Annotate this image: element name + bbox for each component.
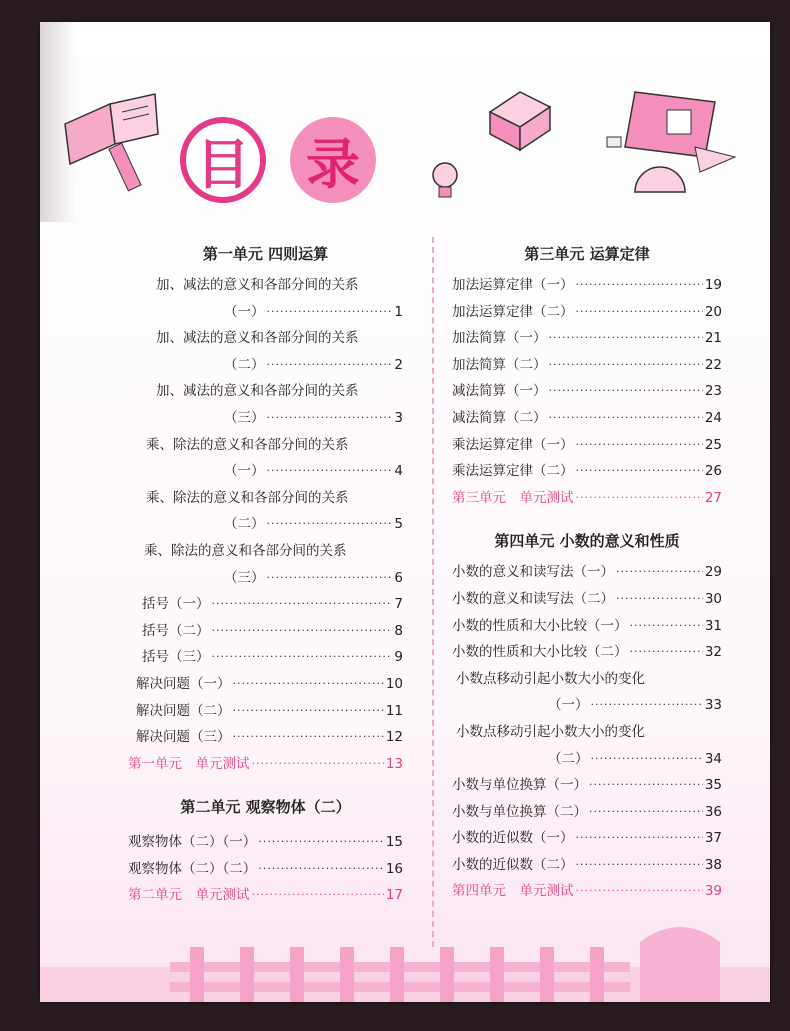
page-title — [180, 117, 420, 207]
toc-entry-wrapped[interactable]: 加、减法的意义和各部分间的关系 （一） ····· 1 — [128, 272, 403, 325]
leader-dots — [616, 586, 703, 613]
leader-dots — [549, 378, 703, 405]
toc-entry-wrapped[interactable]: 乘、除法的意义和各部分间的关系 （一） ····· 4 — [128, 432, 403, 485]
toc-entry[interactable]: 小数的近似数（一） ····· 37 — [452, 825, 722, 852]
title-char-mu: 目 — [180, 117, 266, 203]
toc-entry[interactable]: 解决问题（一） ····· 10 — [128, 671, 403, 698]
toc-entry[interactable]: 解决问题（三） ····· 12 — [128, 724, 403, 751]
toc-entry[interactable]: 小数与单位换算（二） ····· 36 — [452, 799, 722, 826]
unit-heading: 第四单元 小数的意义和性质 — [494, 532, 680, 551]
open-book-icon — [60, 84, 170, 194]
leader-dots — [212, 618, 392, 645]
toc-entry-unit-test[interactable]: 第一单元 单元测试 ····· 13 — [128, 751, 403, 778]
leader-dots — [591, 746, 703, 773]
toc-page — [40, 22, 770, 1002]
leader-dots — [267, 352, 392, 379]
toc-entry[interactable]: 加法简算（一） ····· 21 — [452, 325, 722, 352]
toc-entry-wrapped[interactable]: 小数点移动引起小数大小的变化 （一） ····· 33 — [452, 666, 722, 719]
unit-heading: 第二单元 观察物体（二） — [180, 798, 351, 817]
toc-entry[interactable]: 小数的近似数（二） ····· 38 — [452, 852, 722, 879]
toc-entry[interactable]: 乘法运算定律（二） ····· 26 — [452, 458, 722, 485]
leader-dots — [252, 882, 384, 909]
toc-entry-wrapped[interactable]: 加、减法的意义和各部分间的关系 （二） ····· 2 — [128, 325, 403, 378]
toc-entry-unit-test[interactable]: 第三单元 单元测试 ····· 27 — [452, 485, 722, 512]
toc-entry[interactable]: 加法运算定律（一） ····· 19 — [452, 272, 722, 299]
leader-dots — [267, 299, 392, 326]
toc-entry[interactable]: 减法简算（一） ····· 23 — [452, 378, 722, 405]
leader-dots — [549, 405, 703, 432]
toc-entry[interactable]: 小数与单位换算（一） ····· 35 — [452, 772, 722, 799]
cube-icon — [480, 82, 560, 152]
leader-dots — [576, 878, 703, 905]
right-column — [452, 242, 722, 905]
leader-dots — [589, 799, 703, 826]
leader-dots — [258, 829, 384, 856]
leader-dots — [267, 565, 392, 592]
toc-entry-wrapped[interactable]: 小数点移动引起小数大小的变化 （二） ····· 34 — [452, 719, 722, 772]
toc-entry[interactable]: 括号（二） ····· 8 — [128, 618, 403, 645]
leader-dots — [258, 856, 384, 883]
toc-entry-unit-test[interactable]: 第二单元 单元测试 ····· 17 — [128, 882, 403, 909]
toc-entry[interactable]: 括号（一） ····· 7 — [128, 591, 403, 618]
toc-entry[interactable]: 小数的意义和读写法（二） ····· 30 — [452, 586, 722, 613]
toc-entry[interactable]: 乘法运算定律（一） ····· 25 — [452, 432, 722, 459]
toc-entry[interactable]: 减法简算（二） ····· 24 — [452, 405, 722, 432]
leader-dots — [233, 724, 384, 751]
toc-entry-wrapped[interactable]: 加、减法的意义和各部分间的关系 （三） ····· 3 — [128, 378, 403, 431]
pencil-icon — [109, 143, 141, 191]
leader-dots — [576, 458, 703, 485]
leader-dots — [576, 272, 703, 299]
toc-entry[interactable]: 小数的意义和读写法（一） ····· 29 — [452, 559, 722, 586]
leader-dots — [630, 613, 703, 640]
toc-entry[interactable]: 观察物体（二）（二） ····· 16 — [128, 856, 403, 883]
toc-entry[interactable]: 观察物体（二）（一） ····· 15 — [128, 829, 403, 856]
toc-entry[interactable]: 括号（三） ····· 9 — [128, 644, 403, 671]
unit-heading: 第一单元 四则运算 — [202, 245, 329, 263]
notebook-icon — [605, 82, 745, 212]
leader-dots — [233, 671, 384, 698]
leader-dots — [630, 639, 703, 666]
toc-entry[interactable]: 解决问题（二） ····· 11 — [128, 698, 403, 725]
toc-entry-wrapped[interactable]: 乘、除法的意义和各部分间的关系 （二） ····· 5 — [128, 485, 403, 538]
protractor-icon — [695, 147, 735, 172]
leader-dots — [252, 751, 384, 778]
leader-dots — [267, 511, 392, 538]
leader-dots — [549, 352, 703, 379]
leader-dots — [576, 299, 703, 326]
toc-entry-unit-test[interactable]: 第四单元 单元测试 ····· 39 — [452, 878, 722, 905]
leader-dots — [549, 325, 703, 352]
leader-dots — [212, 644, 392, 671]
toc-entry[interactable]: 加法运算定律（二） ····· 20 — [452, 299, 722, 326]
leader-dots — [576, 485, 703, 512]
leader-dots — [616, 559, 703, 586]
title-char-lu: 录 — [290, 117, 376, 203]
column-divider — [432, 237, 434, 947]
lightbulb-icon — [425, 157, 465, 207]
leader-dots — [576, 432, 703, 459]
leader-dots — [591, 692, 703, 719]
leader-dots — [267, 458, 392, 485]
toc-entry[interactable]: 小数的性质和大小比较（一） ····· 31 — [452, 613, 722, 640]
leader-dots — [576, 825, 703, 852]
toc-entry[interactable]: 小数的性质和大小比较（二） ····· 32 — [452, 639, 722, 666]
castle-icon — [640, 927, 720, 1002]
fence-icon — [40, 912, 770, 1002]
leader-dots — [576, 852, 703, 879]
leader-dots — [212, 591, 392, 618]
leader-dots — [233, 698, 384, 725]
toc-entry-wrapped[interactable]: 乘、除法的意义和各部分间的关系 （三） ····· 6 — [128, 538, 403, 591]
leader-dots — [589, 772, 703, 799]
leader-dots — [267, 405, 392, 432]
unit-heading: 第三单元 运算定律 — [524, 245, 650, 263]
left-column — [128, 242, 403, 909]
toc-entry[interactable]: 加法简算（二） ····· 22 — [452, 352, 722, 379]
